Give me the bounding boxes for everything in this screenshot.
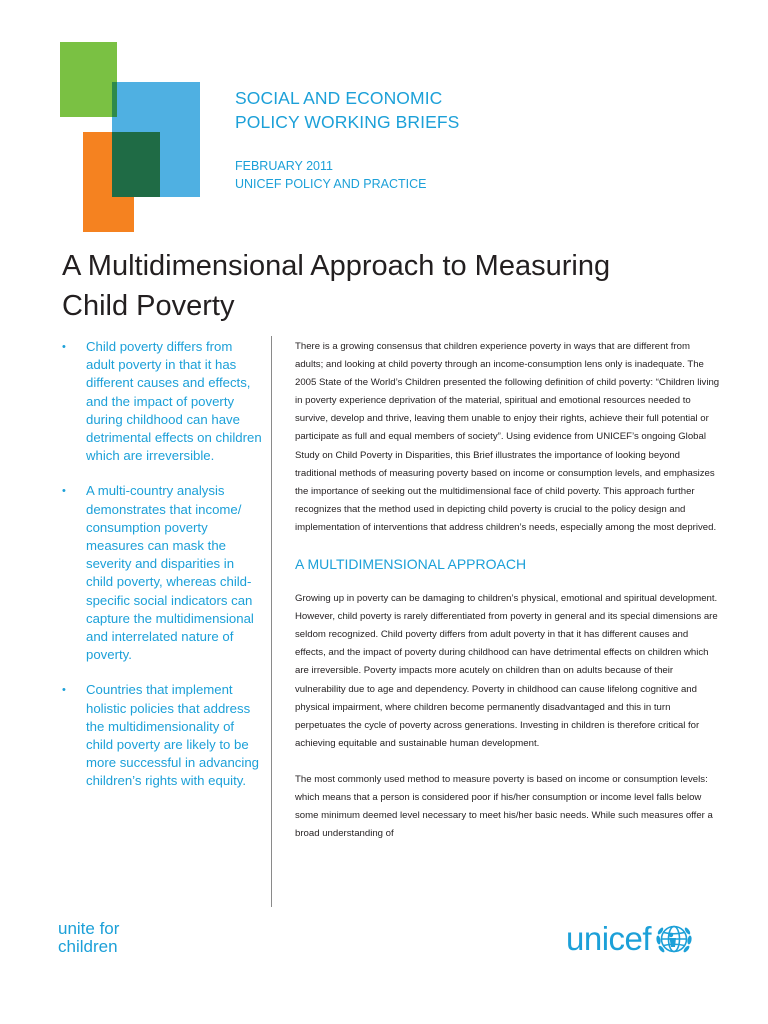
- unicef-wordmark: unicef: [566, 920, 652, 957]
- key-point-text: Child poverty differs from adult poverty in that it has different causes and effects, and the impact of poverty during childhood can have detrimental effects on children which are irreversible.: [86, 339, 262, 464]
- key-points-list: [62, 338, 262, 808]
- green-overlap-strip: [112, 82, 117, 117]
- intro-paragraph: There is a growing consensus that children experience poverty in ways that are different from adults; and looking at child poverty through an income-consumption lens only is inadequate. The 2005 State of the World’s Children presented the following definition of child poverty: “Children living in poverty experience deprivation of the material, spiritual and emotional resources needed to survive, develop and thrive, leaving them unable to enjoy their rights, achieve their full potential or participate as full and equal members of society”. Using evidence from UNICEF’s ongoing Global Study on Child Poverty in Disparities, this Brief illustrates the importance of looking beyond traditional methods of measuring poverty based on income or consumption levels, and emphasizes the importance of seeking out the multidimensional face of child poverty. This approach further recognizes that the method used in depicting child poverty is crucial to the policy design and implementation of interventions that address children’s needs, especially among the most deprived.: [295, 341, 720, 533]
- unicef-globe-emblem-icon: [654, 919, 694, 959]
- document-title: [62, 246, 702, 326]
- bullet-icon: •: [62, 684, 66, 697]
- column-divider: [271, 336, 272, 907]
- section-heading: A MULTIDIMENSIONAL APPROACH: [295, 556, 527, 573]
- key-point: [62, 681, 262, 790]
- key-point: [62, 482, 262, 664]
- bullet-icon: •: [62, 341, 66, 353]
- series-title: [235, 86, 535, 134]
- publication-date: FEBRUARY 2011: [235, 159, 333, 173]
- key-point-text: Countries that implement holistic policies that address the multidimensionality of child poverty are likely to be more successful in advancing children’s rights with equity.: [86, 682, 259, 789]
- document-title-line2: Child Poverty: [62, 290, 235, 322]
- unite-for-children-tagline: [58, 920, 119, 955]
- publication-info: [235, 157, 535, 193]
- document-title-line1: A Multidimensional Approach to Measuring: [62, 250, 611, 282]
- body-column: [295, 338, 720, 861]
- publication-department: UNICEF POLICY AND PRACTICE: [235, 177, 427, 191]
- key-point-text: A multi-country analysis demonstrates that income/ consumption poverty measures can mask the severity and disparities in child poverty, whereas child-specific social indicators can capture the multidimensional and interrelated nature of poverty.: [86, 483, 254, 663]
- dark-green-square: [112, 132, 160, 197]
- tagline-line2: children: [58, 936, 118, 956]
- body-paragraph: The most commonly used method to measure poverty is based on income or consumption levels: which means that a person is considered poor if his/her consumption or income level falls below some minimum deemed level necessary to meet his/her basic needs. While such measures offer a broad understanding of: [295, 773, 713, 840]
- key-point: [62, 338, 262, 465]
- series-title-line1: SOCIAL AND ECONOMIC: [235, 88, 443, 108]
- body-paragraph: Growing up in poverty can be damaging to children’s physical, emotional and spiritual development. However, child poverty is rarely differentiated from poverty in general and its special dimensions are seldom recognized. Child poverty differs from adult poverty in that it has different causes and effects, and the impact of poverty during childhood can have detrimental effects on children which are irreversible. Poverty impacts more acutely on children than on adults because of their vulnerability due to age and dependency. Poverty in childhood can cause lifelong cognitive and physical impairment, where children become permanently disadvantaged and this in turn perpetuates the cycle of poverty across generations. Investing in children is therefore critical for achieving equitable and sustainable human development.: [295, 593, 718, 749]
- tagline-line1: unite for: [58, 919, 120, 938]
- bullet-icon: •: [62, 485, 66, 498]
- series-title-line2: POLICY WORKING BRIEFS: [235, 112, 460, 132]
- unicef-logo: [566, 919, 694, 959]
- green-square: [60, 42, 117, 117]
